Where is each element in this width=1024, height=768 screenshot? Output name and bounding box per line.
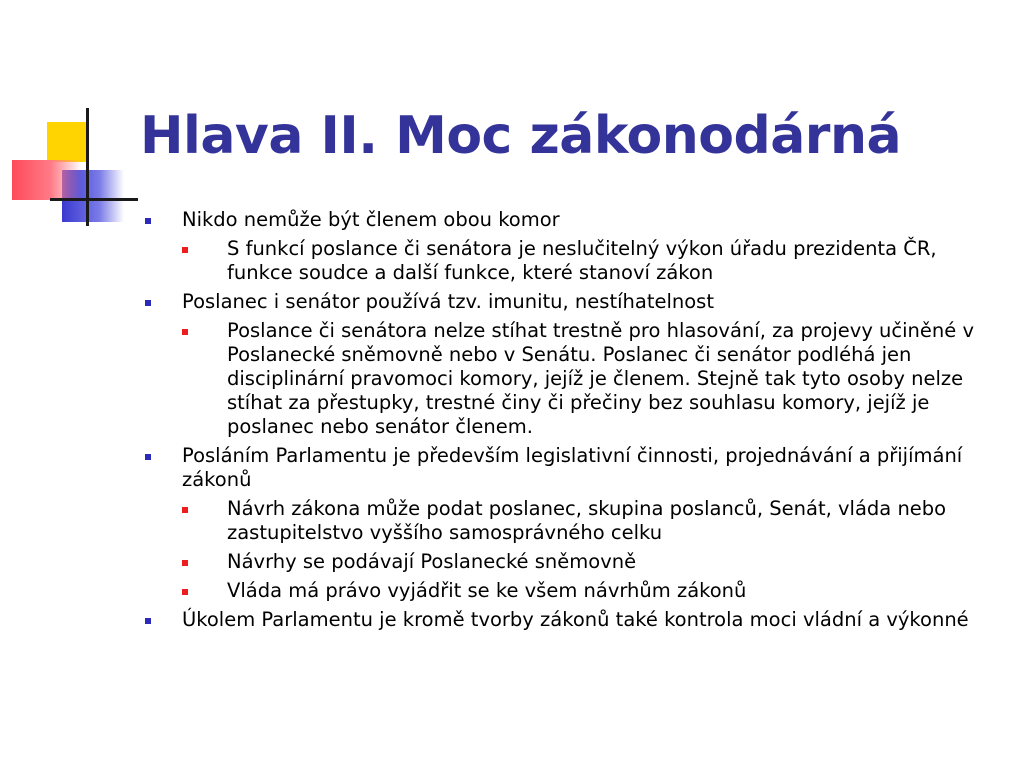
sub-bullet-text: Návrhy se podávají Poslanecké sněmovně bbox=[227, 550, 637, 573]
bullet-item bbox=[143, 290, 1005, 439]
bullet-square-icon bbox=[145, 300, 151, 306]
bullet-item bbox=[143, 208, 1005, 285]
sub-bullet-text: Vláda má právo vyjádřit se ke všem návrhům zákonů bbox=[227, 579, 747, 602]
sub-bullet-list bbox=[182, 237, 1005, 285]
bullet-list bbox=[143, 208, 1005, 632]
bullet-square-icon bbox=[145, 454, 151, 460]
bullet-item bbox=[143, 608, 1005, 632]
logo-vertical-line bbox=[86, 108, 89, 226]
bullet-text: Poslanec i senátor používá tzv. imunitu, nestíhatelnost bbox=[182, 290, 714, 313]
sub-bullet-item bbox=[182, 237, 1005, 285]
sub-bullet-square-icon bbox=[182, 247, 188, 253]
bullet-text: Úkolem Parlamentu je kromě tvorby zákonů také kontrola moci vládní a výkonné bbox=[182, 608, 969, 631]
logo-horizontal-line bbox=[50, 198, 138, 201]
sub-bullet-text: Poslance či senátora nelze stíhat trestně pro hlasování, za projevy učiněné v Poslanecké sněmovně nebo v Senátu. Poslanec či senátor podléhá jen disciplinární pravomoci komory, jejíž je členem. Stejně tak tyto osoby nelze stíhat za přestupky, trestné činy či přečiny bez souhlasu komory, jejíž je poslanec nebo senátor členem. bbox=[227, 319, 975, 438]
slide-logo-decoration bbox=[0, 0, 150, 230]
sub-bullet-square-icon bbox=[182, 589, 188, 595]
bullet-text: Posláním Parlamentu je především legislativní činnosti, projednávání a přijímání zákonů bbox=[182, 444, 963, 491]
sub-bullet-item bbox=[182, 550, 1005, 574]
bullet-text: Nikdo nemůže být členem obou komor bbox=[182, 208, 560, 231]
bullet-item bbox=[143, 444, 1005, 603]
slide-content bbox=[143, 208, 1005, 632]
sub-bullet-square-icon bbox=[182, 329, 188, 335]
sub-bullet-text: S funkcí poslance či senátora je neslučitelný výkon úřadu prezidenta ČR, funkce soudce a další funkce, které stanoví zákon bbox=[227, 237, 937, 284]
sub-bullet-item bbox=[182, 579, 1005, 603]
sub-bullet-item bbox=[182, 319, 1005, 439]
sub-bullet-text: Návrh zákona může podat poslanec, skupina poslanců, Senát, vláda nebo zastupitelstvo vyššího samosprávného celku bbox=[227, 497, 947, 544]
sub-bullet-list bbox=[182, 497, 1005, 603]
sub-bullet-list bbox=[182, 319, 1005, 439]
logo-red-square bbox=[12, 160, 82, 200]
sub-bullet-square-icon bbox=[182, 560, 188, 566]
bullet-square-icon bbox=[145, 618, 151, 624]
logo-yellow-square bbox=[47, 122, 87, 162]
sub-bullet-square-icon bbox=[182, 507, 188, 513]
bullet-square-icon bbox=[145, 218, 151, 224]
slide-title: Hlava II. Moc zákonodárná bbox=[140, 106, 902, 166]
sub-bullet-item bbox=[182, 497, 1005, 545]
